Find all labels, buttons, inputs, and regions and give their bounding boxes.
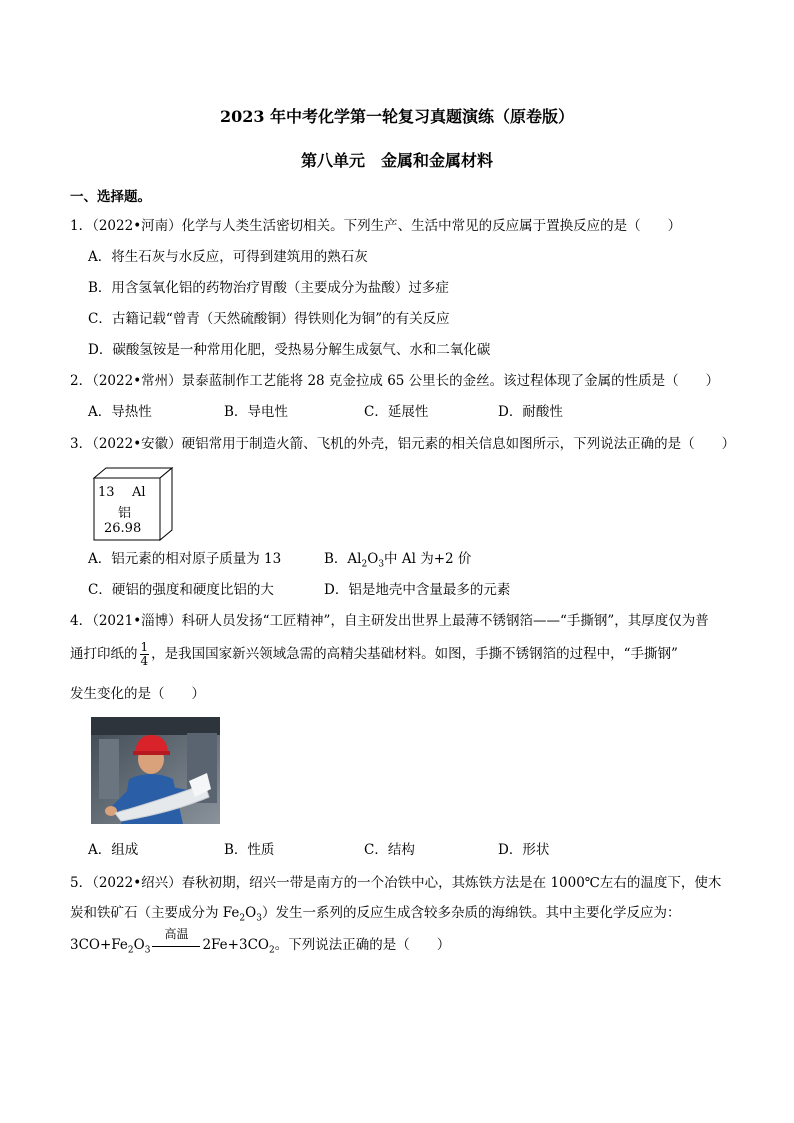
element-symbol: Al [132,485,146,500]
question-1-stem: 1．（2022•河南）化学与人类生活密切相关。下列生产、生活中常见的反应属于置换反应的是（ ） [70,218,682,234]
unit-title: 第八单元 金属和金属材料 [300,151,493,170]
question-3-option-b: B．$Al_2O_3$中 Al 为+2 价 [324,551,472,570]
question-2-option-d: D．耐酸性 [498,404,563,420]
aluminum-element-card [90,466,174,542]
question-4-option-b: B．性质 [224,842,275,858]
photo-illustration [91,717,220,824]
question-4-line-1: 4．（2021•淄博）科研人员发扬“工匠精神”，自主研发出世界上最薄不锈钢箔——“手撕钢”，其厚度仅为普 [70,613,709,629]
question-2-option-b: B．导电性 [224,404,288,420]
question-4-line-2: 通打印纸的 $\frac{1}{4}$ ，是我国国家新兴领域急需的高精尖基础材料。如图，手撕不锈钢箔的过程中，“手撕钢” [70,640,678,668]
question-2-option-a: A．导热性 [88,404,152,420]
question-4-option-c: C．结构 [364,842,415,858]
question-3-option-a: A．铝元素的相对原子质量为 13 [88,551,282,567]
question-3-option-c: C．硬铝的强度和硬度比铝的大 [88,582,274,598]
question-5-line-1: 5．（2022•绍兴）春秋初期，绍兴一带是南方的一个冶铁中心，其炼铁方法是在 1000℃左右的温度下，使木 [70,875,722,891]
element-name: 铝 [118,506,132,521]
question-1-option-b: B．用含氢氧化铝的药物治疗胃酸（主要成分为盐酸）过多症 [88,280,449,296]
reaction-condition: 高温 [152,935,200,955]
page-title: 2023 年中考化学第一轮复习真题演练（原卷版） [219,107,575,126]
question-5-line-2: 炭和铁矿石（主要成分为 $Fe_2O_3$）发生一系列的反应生成含较多杂质的海绵铁。其中主要化学反应为： [70,905,681,924]
question-3-option-d: D．铝是地壳中含量最多的元素 [324,582,511,598]
question-2-option-c: C．延展性 [364,404,429,420]
question-5-equation-line: $3CO+Fe_2O_3$ 高温 $2Fe+3CO_2$。下列说法正确的是（ ） [70,927,451,956]
element-atomic-mass: 26.98 [104,521,142,536]
question-3-stem: 3．（2022•安徽）硬铝常用于制造火箭、飞机的外壳，铝元素的相关信息如图所示，下列说法正确的是（ ） [70,436,736,452]
question-4-line-3: 发生变化的是（ ） [70,686,205,702]
question-4-option-d: D．形状 [498,842,550,858]
question-1-option-c: C．古籍记载“曾青（天然硫酸铜）得铁则化为铜”的有关反应 [88,311,450,327]
question-1-option-d: D．碳酸氢铵是一种常用化肥，受热易分解生成氨气、水和二氧化碳 [88,342,491,358]
question-4-option-a: A．组成 [88,842,139,858]
question-2-stem: 2．（2022•常州）景泰蓝制作工艺能将 28 克金拉成 65 公里长的金丝。该过程体现了金属的性质是（ ） [70,373,720,389]
question-1-option-a: A．将生石灰与水反应，可得到建筑用的熟石灰 [88,249,368,265]
section-heading: 一、选择题。 [70,189,151,205]
element-atomic-number: 13 [98,485,115,500]
worker-tearing-steel-foil-photo [91,717,220,824]
one-quarter-fraction: $\frac{1}{4}$ [140,640,149,668]
